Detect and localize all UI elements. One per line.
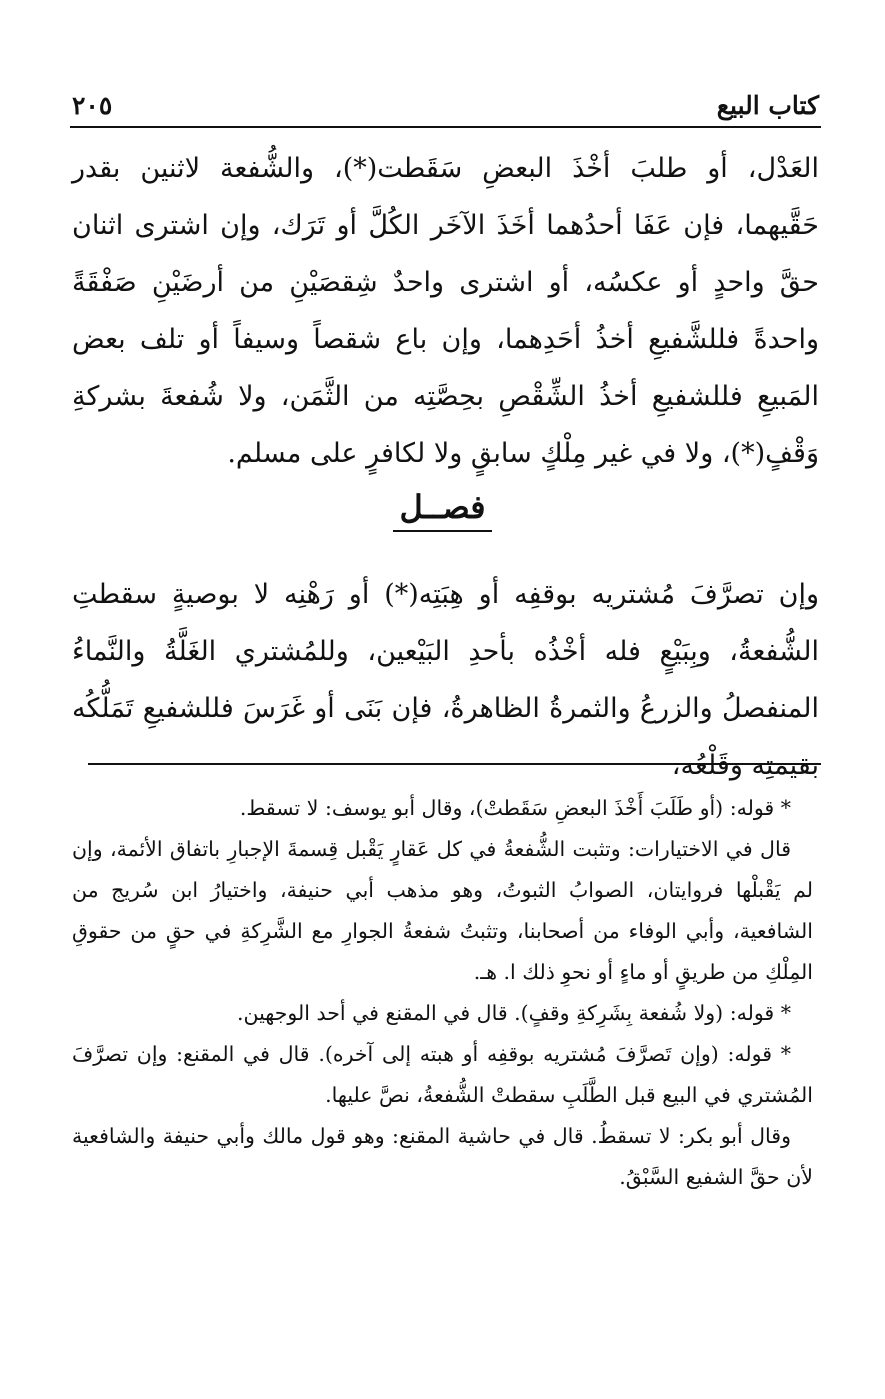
- running-header: [72, 88, 819, 122]
- footnote-3: * قوله: (ولا شُفعة بِشَرِكةِ وقفٍ). قال في المقنع في أحد الوجهين.: [236, 1001, 791, 1025]
- footnotes: [72, 788, 813, 1198]
- section-heading-text: فصــل: [393, 488, 491, 532]
- header-divider: [70, 126, 821, 128]
- chapter-title: كتاب البيع: [716, 90, 819, 120]
- footnote-5: وقال أبو بكر: لا تسقطُ. قال في حاشية المقنع: وهو قول مالك وأبي حنيفة والشافعية لأن حقَّ الشفيع السَّبْقُ.: [72, 1124, 813, 1189]
- main-paragraph-2: وإن تصرَّفَ مُشتريه بوقفِه أو هِبَتِه(*) أو رَهْنِه لا بوصيةٍ سقطتِ الشُّفعةُ، وبِبَيْعٍ فله أخْذُه بأحدِ البَيْعين، وللمُشتري الغَلَّةُ والنَّماءُ المنفصلُ والزرعُ والثمرةُ الظاهرةُ، فإن بَنَى أو غَرَسَ فللشفيعِ تَمَلُّكُه بقيمتِه وقَلْعُه،: [72, 579, 819, 781]
- main-text-block-2: [72, 566, 819, 794]
- footnote-1: * قوله: (أو طَلَبَ أَخْذَ البعضِ سَقَطتْ)، وقال أبو يوسف: لا تسقط.: [239, 796, 791, 820]
- footnote-2: قال في الاختيارات: وتثبت الشُّفعةُ في كل عَقارٍ يَقْبل قِسمةَ الإجبارِ باتفاق الأئمة، وإن لم يَقْبلْها فروايتان، الصوابُ الثبوتُ، وهو مذهب أبي حنيفة، واختيارُ ابن سُريج من الشافعية، وأبي الوفاء من أصحابنا، وتثبتُ شفعةُ الجوارِ مع الشَّرِكةِ في حقٍ من حقوقِ المِلْكِ من طريقٍ أو ماءٍ أو نحوِ ذلك ا. هـ.: [72, 837, 813, 984]
- footnote-4: * قوله: (وإن تَصرَّفَ مُشتريه بوقفِه أو هبته إلى آخره). قال في المقنع: وإن تصرَّفَ المُشتري في البيع قبل الطَّلَبِ سقطتْ الشُّفعةُ، نصَّ عليها.: [72, 1042, 813, 1107]
- main-paragraph-1: العَدْل، أو طلبَ أخْذَ البعضِ سَقَطت(*)، والشُّفعة لاثنين بقدر حَقَّيهما، فإن عَفَا أحدُهما أخَذَ الآخَر الكُلَّ أو تَرَك، وإن اشترى اثنان حقَّ واحدٍ أو عكسُه، أو اشترى واحدٌ شِقصَيْنِ من أرضَيْنِ صَفْقَةً واحدةً فللشَّفيعِ أخذُ أحَدِهما، وإن باع شقصاً وسيفاً أو تلف بعض المَبيعِ فللشفيعِ أخذُ الشِّقْصِ بحِصَّتِه من الثَّمَن، ولا شُفعةَ بشركةِ وَقْفٍ(*)، ولا في غير مِلْكٍ سابقٍ ولا لكافرٍ على مسلم.: [72, 153, 819, 469]
- page-number: ٢٠٥: [72, 90, 113, 120]
- footnote-divider: [88, 763, 821, 765]
- section-heading: [0, 488, 885, 526]
- main-text-block-1: [72, 140, 819, 482]
